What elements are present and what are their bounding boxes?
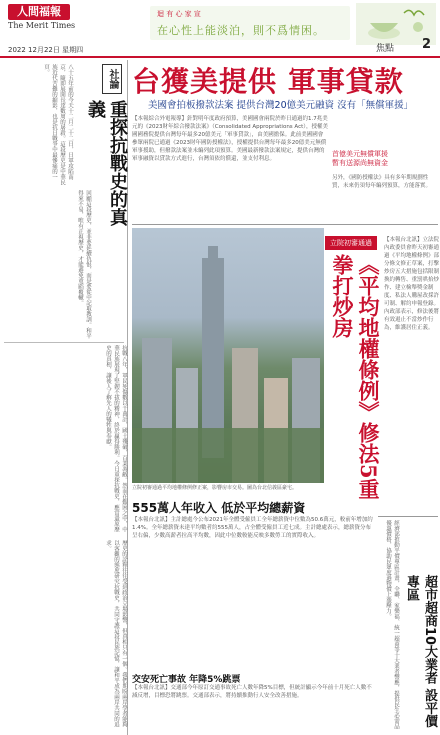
page-number: 2 [422, 37, 432, 52]
traffic-body: 【本報台北訊】交通部今年原訂交通事故死亡人數年降5%目標，但統計顯示今年前十月死亡人數不減反增，目標恐將跳票。交通部表示，將持續推動行人安全改善措施。 [132, 685, 372, 699]
lead-divider [132, 224, 438, 225]
editorial-divider [4, 342, 124, 343]
editorial-body-4: 歷史的詮釋往往受到政治立場影響，但真相只有一個。我們期盼兩岸學者能夠以客觀的態度研究抗戰史，共同守護這段民族記憶，讓和平成為兩岸共同的追求。 [105, 540, 127, 727]
housing-body: 【本報台北訊】立法院內政委員會昨天初審通過《平均地權條例》部分條文修正草案，打擊炒房五大措施包括限制換約轉售、重罰哄抬炒作、建立檢舉獎金制度、私法人購屋改採許可制、解約申報登錄。內政部表示，修法後將有效遏止不當炒作行為，維護居住正義。 [384, 237, 440, 331]
editorial-body-2: 回顧這段歷史，並非要延續仇恨，而是要從中記取教訓。和平得來不易，唯有正視歷史，才能避免重蹈覆轍。 [77, 190, 91, 339]
daily-motto: 在心性上能淡泊，則不爲情困。 [157, 24, 325, 37]
lead-headline[interactable]: 台獲美提供 軍事貸款 [132, 65, 404, 98]
commerce-divider [378, 516, 438, 517]
lead-body: 【本報綜合外電報導】針對明年度政府預算，美國國會兩院於昨日通過約1.7兆美元的《2023財年綜合撥款法案》（Consolidated Appropriations Act），授權美國國務院提供台灣每年最多20億美元「軍事貸款」，由美國擔保。此前美國國會參眾兩院已通過《2023財年國防授權法》，授權提供台灣每年最多20億美元無償軍事援助，但撥款法案並未編列此項預算。美國最新撥款法案規定，提供台灣的軍事融資以貸款方式進行，台灣須依約償還，並支付利息。 [132, 116, 328, 162]
city-skyline-photo [132, 228, 324, 483]
motto-badge: 迴 有 心 家 宣 [157, 10, 201, 18]
editorial-title[interactable]: 重探抗戰史的真義 [85, 100, 128, 226]
traffic-headline[interactable]: 交安死亡事故 年降5%跳票 [132, 675, 241, 685]
issue-date: 2022 12月22日 星期四 [8, 46, 84, 54]
editorial-body-1: 八十五年前的今天十二月二十二日，日軍攻陷南京，隨即展開長達數周的屠殺。這段歷史是中華民族近代苦難的縮影，也是抗日戰爭中最慘痛的一頁。 [43, 64, 73, 185]
newspaper-logo-english: The Merit Times [8, 21, 76, 30]
commerce-headline[interactable]: 超市超商10大業者 設平價專區 [404, 575, 437, 728]
housing-tag: 立院初審通過 [325, 236, 377, 250]
editorial-body-3: 抗戰八年，軍民死傷數以千萬計，國土殘破，百業凋敝。然而在艱困之中，中華民族展現了堅韌不拔的精神，終於贏得勝利。今日重探抗戰史，應當還原歷史的真相，讓後人了解先人的犧牲與奉獻。 [105, 345, 127, 532]
newspaper-logo[interactable]: 人間福報 [8, 4, 70, 20]
commerce-body: 經濟部推動平價專區計畫，全聯、家樂福、統一超商等十大業者響應，提供民生必需品優惠價格，協助民眾度過物價上漲壓力。 [385, 520, 399, 729]
pullquote-line-1: 首億美元無償軍援 [332, 150, 388, 158]
section-label: 焦點 [376, 44, 395, 54]
lead-subhead: 美國會拍板撥款法案 提供台灣20億美元融資 沒有「無償軍援」 [148, 100, 414, 111]
header-divider [0, 56, 440, 58]
pullquote-line-2: 暫有送源尚無資金 [332, 159, 388, 167]
housing-headline[interactable]: 《平均地權條例》修法5重拳打炒房 [330, 254, 381, 500]
editorial-tag: 社論 [102, 64, 122, 94]
photo-caption: 立院初審通過平均地權條例修正案，影響房市交易。圖為台北信義區豪宅。 [132, 485, 298, 491]
income-body: 【本報台北訊】主計總處今公布2021年全體受僱員工全年總薪資中位數為50.6萬元，較前年增加約1.4%。全年總薪資未達平均數者約555萬人，占全體受僱員工近七成。主計總處表示，總薪資分布呈右偏，少數高薪者拉高平均數，因此中位數較能反映多數勞工的實際收入。 [132, 517, 373, 539]
lead-pullquote [332, 150, 388, 168]
lead-body-2: 另外，《國防授權法》具有多年期規劃性質，未來仍須每年編列預算，方能落實。 [332, 175, 432, 189]
income-headline[interactable]: 555萬人年收入 低於平均總薪資 [132, 501, 306, 515]
